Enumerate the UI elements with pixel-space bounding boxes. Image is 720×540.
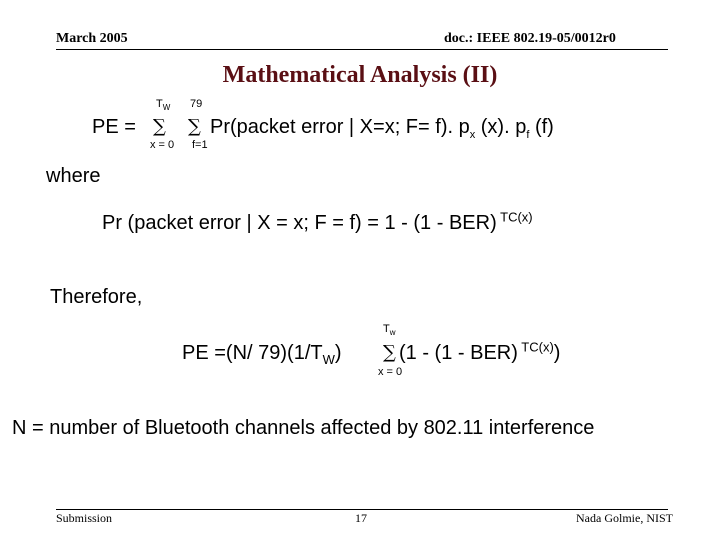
footer-rule: [56, 509, 668, 510]
n-definition: N = number of Bluetooth channels affected by 802.11 interference: [12, 417, 595, 439]
eq1-lower-limit-x: x = 0: [150, 139, 175, 151]
therefore-label: Therefore,: [50, 286, 143, 308]
header-rule: [56, 49, 668, 50]
footer-submission: Submission: [56, 511, 113, 525]
eq1-upper-limit-tw: $T_W$: [156, 98, 171, 113]
where-label: where: [46, 165, 101, 187]
eq1-body: Pr(packet error | X=x; F= f). $p_x$ (x). $p_f$ (f): [210, 116, 554, 141]
eq1-lhs: PE =: [92, 116, 136, 138]
eq1-lower-limit-f: f=1: [192, 139, 208, 151]
eq3-prefix: PE =(N/ $79)(1/T_W)$: [182, 342, 342, 367]
eq1-upper-limit-79: 79: [190, 98, 203, 110]
slide-title: Mathematical Analysis (II): [222, 62, 498, 88]
footer-page-number: 17: [355, 511, 367, 525]
equation-packet-error: Pr (packet error | X = x; F = f) = 1 - (1 - BER) $^{TC(x)}$: [102, 209, 533, 234]
eq1-sigma-f: ∑: [188, 116, 201, 137]
header-doc-id: doc.: IEEE 802.19-05/0012r0: [444, 31, 616, 46]
eq3-upper-limit: $T_w$: [383, 323, 396, 338]
eq3-sigma: ∑: [383, 342, 396, 363]
eq3-body: (1 - (1 - BER) $^{TC(x)}$): [399, 339, 561, 364]
eq3-lower-limit: x = 0: [378, 366, 403, 378]
footer-author: Nada Golmie, NIST: [576, 511, 673, 525]
eq1-sigma-x: ∑: [153, 116, 166, 137]
header-date: March 2005: [56, 31, 128, 46]
